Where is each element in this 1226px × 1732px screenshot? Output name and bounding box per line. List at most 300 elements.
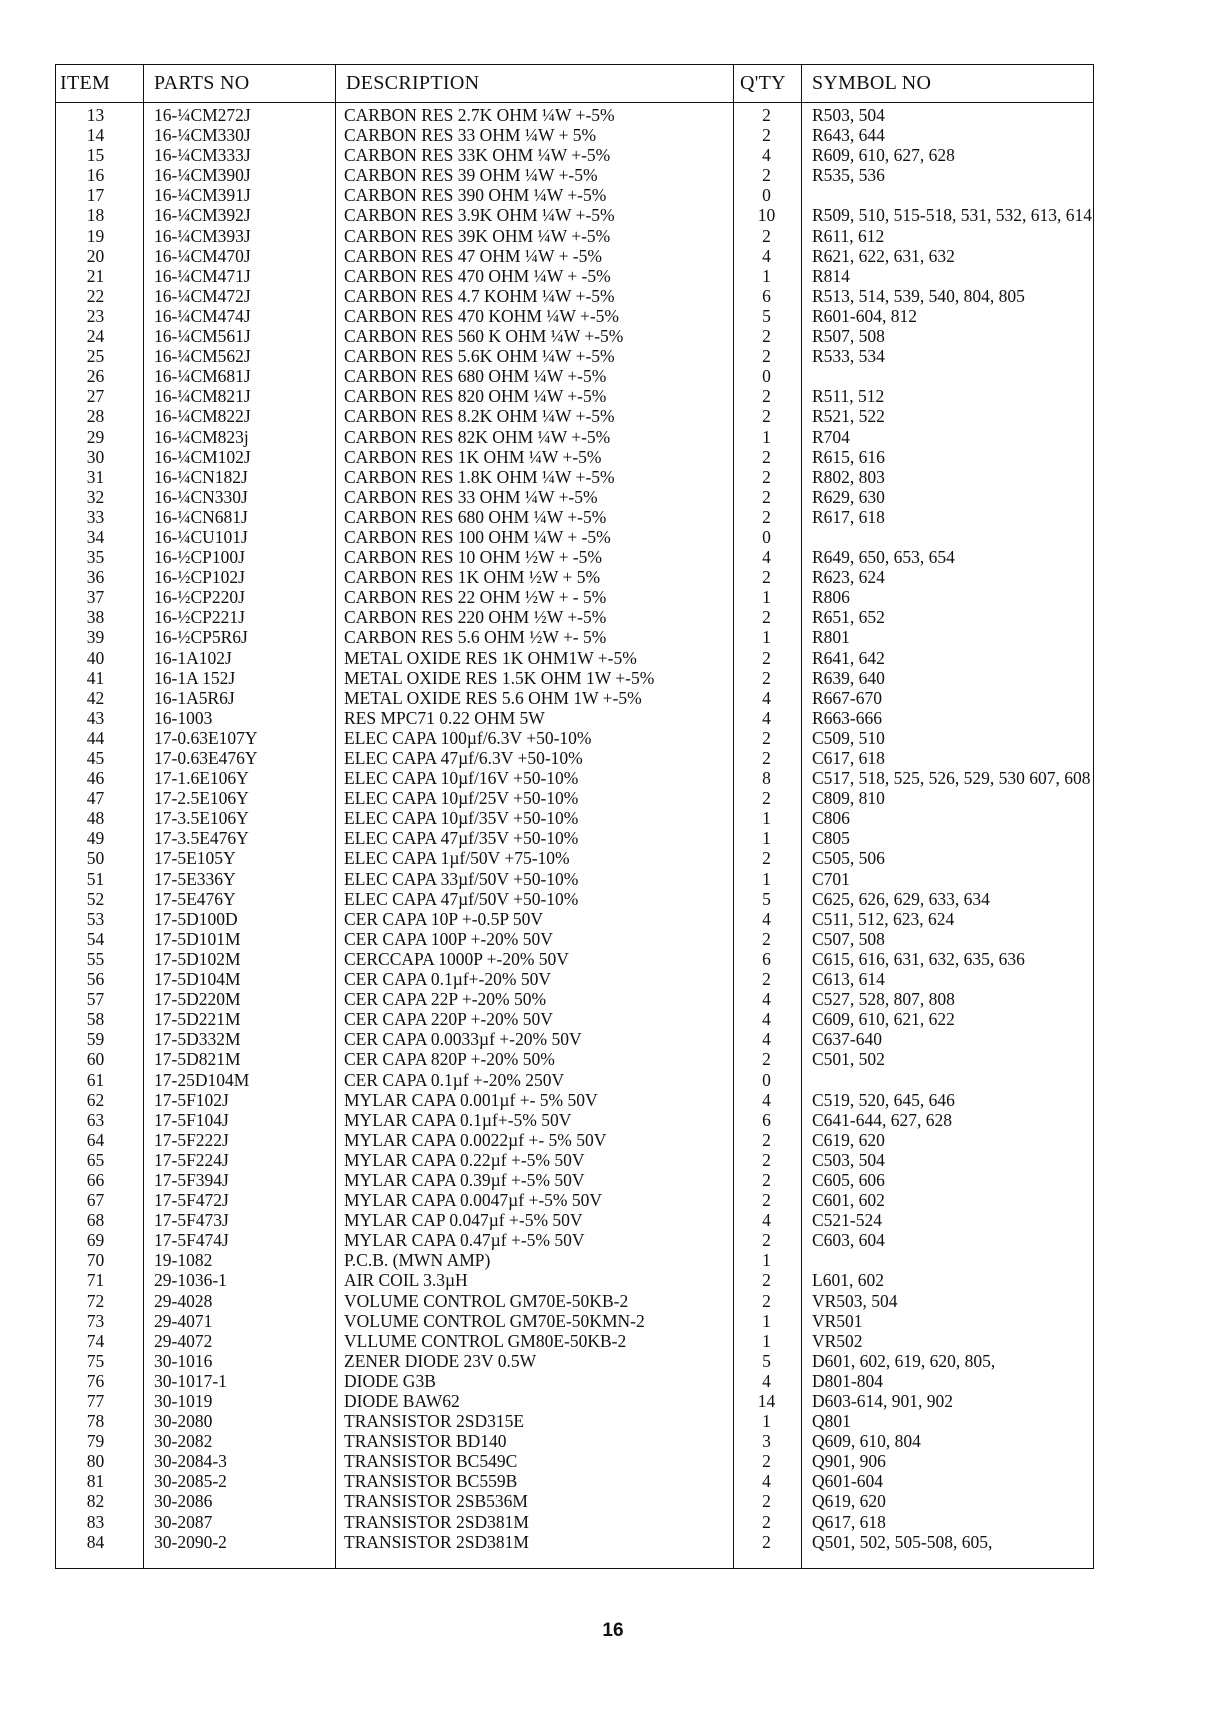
item-cell: 20 — [56, 246, 144, 266]
qty-cell: 2 — [734, 567, 802, 587]
symbol-no-cell: D603-614, 901, 902 — [802, 1391, 1094, 1411]
description-cell: RES MPC71 0.22 OHM 5W — [336, 708, 734, 728]
qty-cell: 4 — [734, 1029, 802, 1049]
description-cell: CERCCAPA 1000P +-20% 50V — [336, 949, 734, 969]
symbol-no-cell — [802, 185, 1094, 205]
table-row — [56, 1331, 1094, 1351]
symbol-no-cell: Q609, 610, 804 — [802, 1431, 1094, 1451]
item-cell: 74 — [56, 1331, 144, 1351]
qty-cell: 3 — [734, 1431, 802, 1451]
item-cell: 16 — [56, 165, 144, 185]
table-row — [56, 1110, 1094, 1130]
item-cell: 72 — [56, 1291, 144, 1311]
item-cell: 84 — [56, 1532, 144, 1569]
description-cell: AIR COIL 3.3µH — [336, 1270, 734, 1290]
symbol-no-cell: C806 — [802, 808, 1094, 828]
item-cell: 25 — [56, 346, 144, 366]
parts-no-cell: 30-1016 — [144, 1351, 336, 1371]
parts-no-cell: 16-¼CM561J — [144, 326, 336, 346]
table-header — [56, 65, 1094, 103]
qty-cell: 2 — [734, 1049, 802, 1069]
table-row — [56, 547, 1094, 567]
parts-no-cell: 29-4028 — [144, 1291, 336, 1311]
parts-no-cell: 16-¼CM102J — [144, 447, 336, 467]
description-cell: MYLAR CAPA 0.0022µf +- 5% 50V — [336, 1130, 734, 1150]
symbol-no-cell: C619, 620 — [802, 1130, 1094, 1150]
symbol-no-cell: R814 — [802, 266, 1094, 286]
description-cell: ELEC CAPA 100µf/6.3V +50-10% — [336, 728, 734, 748]
item-cell: 76 — [56, 1371, 144, 1391]
description-cell: METAL OXIDE RES 5.6 OHM 1W +-5% — [336, 688, 734, 708]
symbol-no-cell: Q801 — [802, 1411, 1094, 1431]
item-cell: 69 — [56, 1230, 144, 1250]
description-cell: CARBON RES 47 OHM ¼W + -5% — [336, 246, 734, 266]
qty-cell: 6 — [734, 1110, 802, 1130]
parts-no-cell: 17-1.6E106Y — [144, 768, 336, 788]
item-cell: 24 — [56, 326, 144, 346]
item-cell: 23 — [56, 306, 144, 326]
symbol-no-cell: C615, 616, 631, 632, 635, 636 — [802, 949, 1094, 969]
qty-cell: 0 — [734, 527, 802, 547]
qty-cell: 5 — [734, 1351, 802, 1371]
symbol-no-cell: R623, 624 — [802, 567, 1094, 587]
table-row — [56, 1009, 1094, 1029]
table-row — [56, 1170, 1094, 1190]
header-qty: Q'TY — [734, 65, 802, 103]
item-cell: 62 — [56, 1090, 144, 1110]
item-cell: 78 — [56, 1411, 144, 1431]
description-cell: P.C.B. (MWN AMP) — [336, 1250, 734, 1270]
symbol-no-cell: R503, 504 — [802, 103, 1094, 126]
qty-cell: 2 — [734, 1190, 802, 1210]
symbol-no-cell: R511, 512 — [802, 386, 1094, 406]
parts-no-cell: 17-5F472J — [144, 1190, 336, 1210]
item-cell: 59 — [56, 1029, 144, 1049]
description-cell: CER CAPA 100P +-20% 50V — [336, 929, 734, 949]
table-row — [56, 1351, 1094, 1371]
qty-cell: 2 — [734, 467, 802, 487]
item-cell: 51 — [56, 869, 144, 889]
symbol-no-cell — [802, 1250, 1094, 1270]
table-row — [56, 889, 1094, 909]
description-cell: CER CAPA 10P +-0.5P 50V — [336, 909, 734, 929]
table-row — [56, 668, 1094, 688]
table-row — [56, 1130, 1094, 1150]
header-item: ITEM — [56, 65, 144, 103]
table-row — [56, 869, 1094, 889]
parts-no-cell: 30-2080 — [144, 1411, 336, 1431]
table-row — [56, 1250, 1094, 1270]
symbol-no-cell: C609, 610, 621, 622 — [802, 1009, 1094, 1029]
symbol-no-cell: C601, 602 — [802, 1190, 1094, 1210]
parts-no-cell: 17-2.5E106Y — [144, 788, 336, 808]
qty-cell: 4 — [734, 1210, 802, 1230]
table-row — [56, 989, 1094, 1009]
qty-cell: 2 — [734, 607, 802, 627]
table-row — [56, 467, 1094, 487]
symbol-no-cell: R535, 536 — [802, 165, 1094, 185]
parts-no-cell: 17-5D332M — [144, 1029, 336, 1049]
parts-no-cell: 16-¼CN330J — [144, 487, 336, 507]
item-cell: 53 — [56, 909, 144, 929]
parts-no-cell: 29-4072 — [144, 1331, 336, 1351]
item-cell: 34 — [56, 527, 144, 547]
table-row — [56, 226, 1094, 246]
description-cell: TRANSISTOR 2SD315E — [336, 1411, 734, 1431]
symbol-no-cell: C603, 604 — [802, 1230, 1094, 1250]
qty-cell: 4 — [734, 1009, 802, 1029]
item-cell: 75 — [56, 1351, 144, 1371]
symbol-no-cell: C809, 810 — [802, 788, 1094, 808]
description-cell: CARBON RES 220 OHM ½W +-5% — [336, 607, 734, 627]
item-cell: 43 — [56, 708, 144, 728]
qty-cell: 5 — [734, 306, 802, 326]
table-row — [56, 728, 1094, 748]
parts-no-cell: 17-5D821M — [144, 1049, 336, 1069]
description-cell: ELEC CAPA 47µf/50V +50-10% — [336, 889, 734, 909]
item-cell: 63 — [56, 1110, 144, 1130]
description-cell: ELEC CAPA 10µf/25V +50-10% — [336, 788, 734, 808]
table-row — [56, 929, 1094, 949]
qty-cell: 8 — [734, 768, 802, 788]
table-row — [56, 366, 1094, 386]
description-cell: CARBON RES 4.7 KOHM ¼W +-5% — [336, 286, 734, 306]
qty-cell: 6 — [734, 286, 802, 306]
description-cell: CARBON RES 22 OHM ½W + - 5% — [336, 587, 734, 607]
table-row — [56, 1210, 1094, 1230]
qty-cell: 4 — [734, 1471, 802, 1491]
parts-no-cell: 30-2085-2 — [144, 1471, 336, 1491]
parts-no-cell: 16-¼CM822J — [144, 406, 336, 426]
qty-cell: 2 — [734, 1150, 802, 1170]
table-row — [56, 1230, 1094, 1250]
table-row — [56, 125, 1094, 145]
description-cell: ELEC CAPA 33µf/50V +50-10% — [336, 869, 734, 889]
qty-cell: 2 — [734, 848, 802, 868]
description-cell: TRANSISTOR BC559B — [336, 1471, 734, 1491]
parts-no-cell: 30-2087 — [144, 1512, 336, 1532]
symbol-no-cell: C519, 520, 645, 646 — [802, 1090, 1094, 1110]
parts-no-cell: 16-¼CN681J — [144, 507, 336, 527]
parts-no-cell: 30-2086 — [144, 1491, 336, 1511]
table-row — [56, 1391, 1094, 1411]
qty-cell: 2 — [734, 1291, 802, 1311]
description-cell: TRANSISTOR BC549C — [336, 1451, 734, 1471]
description-cell: CARBON RES 33 OHM ¼W + 5% — [336, 125, 734, 145]
table-row — [56, 708, 1094, 728]
parts-no-cell: 16-¼CM474J — [144, 306, 336, 326]
symbol-no-cell: C641-644, 627, 628 — [802, 1110, 1094, 1130]
parts-no-cell: 16-¼CM393J — [144, 226, 336, 246]
symbol-no-cell: R629, 630 — [802, 487, 1094, 507]
description-cell: CARBON RES 470 OHM ¼W + -5% — [336, 266, 734, 286]
table-row — [56, 1090, 1094, 1110]
qty-cell: 4 — [734, 246, 802, 266]
parts-no-cell: 16-¼CM471J — [144, 266, 336, 286]
parts-no-cell: 16-¼CM562J — [144, 346, 336, 366]
table-row — [56, 848, 1094, 868]
item-cell: 65 — [56, 1150, 144, 1170]
description-cell: CER CAPA 22P +-20% 50% — [336, 989, 734, 1009]
symbol-no-cell: VR503, 504 — [802, 1291, 1094, 1311]
qty-cell: 1 — [734, 808, 802, 828]
parts-no-cell: 17-3.5E476Y — [144, 828, 336, 848]
table-row — [56, 1150, 1094, 1170]
parts-no-cell: 29-1036-1 — [144, 1270, 336, 1290]
parts-no-cell: 17-5F102J — [144, 1090, 336, 1110]
table-row — [56, 1431, 1094, 1451]
parts-no-cell: 17-5F394J — [144, 1170, 336, 1190]
qty-cell: 2 — [734, 748, 802, 768]
qty-cell: 2 — [734, 447, 802, 467]
description-cell: CARBON RES 560 K OHM ¼W +-5% — [336, 326, 734, 346]
table-row — [56, 648, 1094, 668]
table-row — [56, 507, 1094, 527]
qty-cell: 1 — [734, 587, 802, 607]
qty-cell: 2 — [734, 125, 802, 145]
symbol-no-cell: R643, 644 — [802, 125, 1094, 145]
item-cell: 30 — [56, 447, 144, 467]
item-cell: 44 — [56, 728, 144, 748]
qty-cell: 2 — [734, 1491, 802, 1511]
symbol-no-cell: C701 — [802, 869, 1094, 889]
parts-no-cell: 17-5D100D — [144, 909, 336, 929]
header-description: DESCRIPTION — [336, 65, 734, 103]
parts-no-cell: 29-4071 — [144, 1311, 336, 1331]
item-cell: 45 — [56, 748, 144, 768]
item-cell: 27 — [56, 386, 144, 406]
table-row — [56, 1270, 1094, 1290]
item-cell: 47 — [56, 788, 144, 808]
table-row — [56, 1371, 1094, 1391]
item-cell: 14 — [56, 125, 144, 145]
item-cell: 38 — [56, 607, 144, 627]
qty-cell: 1 — [734, 1250, 802, 1270]
item-cell: 56 — [56, 969, 144, 989]
table-row — [56, 748, 1094, 768]
symbol-no-cell: R651, 652 — [802, 607, 1094, 627]
parts-no-cell: 17-25D104M — [144, 1070, 336, 1090]
item-cell: 81 — [56, 1471, 144, 1491]
qty-cell: 0 — [734, 1070, 802, 1090]
description-cell: ELEC CAPA 1µf/50V +75-10% — [336, 848, 734, 868]
parts-no-cell: 16-¼CM821J — [144, 386, 336, 406]
description-cell: CARBON RES 1K OHM ½W + 5% — [336, 567, 734, 587]
parts-no-cell: 16-¼CU101J — [144, 527, 336, 547]
symbol-no-cell: VR502 — [802, 1331, 1094, 1351]
qty-cell: 4 — [734, 909, 802, 929]
description-cell: VLLUME CONTROL GM80E-50KB-2 — [336, 1331, 734, 1351]
table-row — [56, 266, 1094, 286]
table-row — [56, 627, 1094, 647]
parts-no-cell: 30-1019 — [144, 1391, 336, 1411]
description-cell: TRANSISTOR 2SD381M — [336, 1512, 734, 1532]
parts-no-cell: 17-5F104J — [144, 1110, 336, 1130]
description-cell: CER CAPA 820P +-20% 50% — [336, 1049, 734, 1069]
description-cell: ELEC CAPA 10µf/35V +50-10% — [336, 808, 734, 828]
qty-cell: 2 — [734, 406, 802, 426]
symbol-no-cell: R509, 510, 515-518, 531, 532, 613, 614 — [802, 205, 1094, 225]
header-parts-no: PARTS NO — [144, 65, 336, 103]
item-cell: 73 — [56, 1311, 144, 1331]
table-row — [56, 567, 1094, 587]
description-cell: TRANSISTOR 2SD381M — [336, 1532, 734, 1569]
table-row — [56, 587, 1094, 607]
item-cell: 66 — [56, 1170, 144, 1190]
parts-no-cell: 16-1003 — [144, 708, 336, 728]
symbol-no-cell: C805 — [802, 828, 1094, 848]
symbol-no-cell: C505, 506 — [802, 848, 1094, 868]
table-row — [56, 688, 1094, 708]
description-cell: CARBON RES 82K OHM ¼W +-5% — [336, 427, 734, 447]
description-cell: CER CAPA 0.0033µf +-20% 50V — [336, 1029, 734, 1049]
qty-cell: 2 — [734, 226, 802, 246]
parts-no-cell: 30-2084-3 — [144, 1451, 336, 1471]
table-row — [56, 1491, 1094, 1511]
parts-no-cell: 17-5D221M — [144, 1009, 336, 1029]
symbol-no-cell: R667-670 — [802, 688, 1094, 708]
qty-cell: 2 — [734, 103, 802, 126]
item-cell: 52 — [56, 889, 144, 909]
table-row — [56, 1049, 1094, 1069]
symbol-no-cell: C503, 504 — [802, 1150, 1094, 1170]
parts-no-cell: 17-5E105Y — [144, 848, 336, 868]
table-row — [56, 406, 1094, 426]
symbol-no-cell: Q901, 906 — [802, 1451, 1094, 1471]
table-row — [56, 145, 1094, 165]
description-cell: CER CAPA 0.1µf +-20% 250V — [336, 1070, 734, 1090]
description-cell: METAL OXIDE RES 1.5K OHM 1W +-5% — [336, 668, 734, 688]
qty-cell: 4 — [734, 547, 802, 567]
description-cell: CARBON RES 5.6 OHM ½W +- 5% — [336, 627, 734, 647]
description-cell: MYLAR CAPA 0.39µf +-5% 50V — [336, 1170, 734, 1190]
qty-cell: 2 — [734, 929, 802, 949]
qty-cell: 2 — [734, 788, 802, 808]
description-cell: ZENER DIODE 23V 0.5W — [336, 1351, 734, 1371]
item-cell: 26 — [56, 366, 144, 386]
symbol-no-cell: C613, 614 — [802, 969, 1094, 989]
item-cell: 29 — [56, 427, 144, 447]
item-cell: 54 — [56, 929, 144, 949]
symbol-no-cell: R533, 534 — [802, 346, 1094, 366]
table-row — [56, 103, 1094, 126]
qty-cell: 4 — [734, 1371, 802, 1391]
parts-no-cell: 17-5D102M — [144, 949, 336, 969]
parts-no-cell: 17-5F222J — [144, 1130, 336, 1150]
item-cell: 22 — [56, 286, 144, 306]
description-cell: TRANSISTOR 2SB536M — [336, 1491, 734, 1511]
item-cell: 39 — [56, 627, 144, 647]
qty-cell: 2 — [734, 1130, 802, 1150]
parts-no-cell: 16-1A 152J — [144, 668, 336, 688]
symbol-no-cell: C509, 510 — [802, 728, 1094, 748]
table-row — [56, 1070, 1094, 1090]
description-cell: MYLAR CAPA 0.0047µf +-5% 50V — [336, 1190, 734, 1210]
parts-no-cell: 17-5F473J — [144, 1210, 336, 1230]
description-cell: CARBON RES 33 OHM ¼W +-5% — [336, 487, 734, 507]
description-cell: MYLAR CAPA 0.1µf+-5% 50V — [336, 1110, 734, 1130]
description-cell: VOLUME CONTROL GM70E-50KMN-2 — [336, 1311, 734, 1331]
table-row — [56, 1471, 1094, 1491]
symbol-no-cell: C521-524 — [802, 1210, 1094, 1230]
symbol-no-cell: C517, 518, 525, 526, 529, 530 607, 608 — [802, 768, 1094, 788]
symbol-no-cell: R663-666 — [802, 708, 1094, 728]
parts-no-cell: 17-5F224J — [144, 1150, 336, 1170]
parts-table — [55, 64, 1094, 1569]
parts-no-cell: 16-¼CM272J — [144, 103, 336, 126]
qty-cell: 6 — [734, 949, 802, 969]
symbol-no-cell: R649, 650, 653, 654 — [802, 547, 1094, 567]
item-cell: 68 — [56, 1210, 144, 1230]
parts-no-cell: 30-1017-1 — [144, 1371, 336, 1391]
item-cell: 61 — [56, 1070, 144, 1090]
qty-cell: 4 — [734, 145, 802, 165]
description-cell: CARBON RES 10 OHM ½W + -5% — [336, 547, 734, 567]
parts-no-cell: 17-3.5E106Y — [144, 808, 336, 828]
description-cell: CARBON RES 39 OHM ¼W +-5% — [336, 165, 734, 185]
qty-cell: 14 — [734, 1391, 802, 1411]
description-cell: CARBON RES 33K OHM ¼W +-5% — [336, 145, 734, 165]
symbol-no-cell: R617, 618 — [802, 507, 1094, 527]
parts-no-cell: 16-¼CM392J — [144, 205, 336, 225]
qty-cell: 2 — [734, 668, 802, 688]
qty-cell: 1 — [734, 1311, 802, 1331]
symbol-no-cell: R507, 508 — [802, 326, 1094, 346]
qty-cell: 2 — [734, 1230, 802, 1250]
item-cell: 60 — [56, 1049, 144, 1069]
symbol-no-cell: C501, 502 — [802, 1049, 1094, 1069]
symbol-no-cell: R801 — [802, 627, 1094, 647]
description-cell: MYLAR CAP 0.047µf +-5% 50V — [336, 1210, 734, 1230]
qty-cell: 1 — [734, 869, 802, 889]
description-cell: CARBON RES 1K OHM ¼W +-5% — [336, 447, 734, 467]
item-cell: 50 — [56, 848, 144, 868]
symbol-no-cell: D801-804 — [802, 1371, 1094, 1391]
description-cell: MYLAR CAPA 0.001µf +- 5% 50V — [336, 1090, 734, 1110]
parts-no-cell: 16-½CP102J — [144, 567, 336, 587]
item-cell: 41 — [56, 668, 144, 688]
qty-cell: 1 — [734, 828, 802, 848]
symbol-no-cell: R609, 610, 627, 628 — [802, 145, 1094, 165]
parts-no-cell: 17-5D104M — [144, 969, 336, 989]
item-cell: 15 — [56, 145, 144, 165]
table-row — [56, 909, 1094, 929]
qty-cell: 2 — [734, 1532, 802, 1569]
symbol-no-cell: D601, 602, 619, 620, 805, — [802, 1351, 1094, 1371]
table-row — [56, 527, 1094, 547]
symbol-no-cell: R615, 616 — [802, 447, 1094, 467]
parts-no-cell: 16-½CP221J — [144, 607, 336, 627]
item-cell: 83 — [56, 1512, 144, 1532]
description-cell: CARBON RES 100 OHM ¼W + -5% — [336, 527, 734, 547]
item-cell: 31 — [56, 467, 144, 487]
parts-no-cell: 17-5D220M — [144, 989, 336, 1009]
parts-no-cell: 16-½CP100J — [144, 547, 336, 567]
description-cell: CARBON RES 3.9K OHM ¼W +-5% — [336, 205, 734, 225]
symbol-no-cell: C637-640 — [802, 1029, 1094, 1049]
symbol-no-cell: R806 — [802, 587, 1094, 607]
qty-cell: 1 — [734, 1411, 802, 1431]
item-cell: 79 — [56, 1431, 144, 1451]
symbol-no-cell: R639, 640 — [802, 668, 1094, 688]
symbol-no-cell — [802, 366, 1094, 386]
description-cell: CARBON RES 1.8K OHM ¼W +-5% — [336, 467, 734, 487]
symbol-no-cell: R802, 803 — [802, 467, 1094, 487]
description-cell: ELEC CAPA 47µf/6.3V +50-10% — [336, 748, 734, 768]
parts-no-cell: 17-0.63E476Y — [144, 748, 336, 768]
page-number: 16 — [602, 1620, 624, 1641]
qty-cell: 4 — [734, 708, 802, 728]
